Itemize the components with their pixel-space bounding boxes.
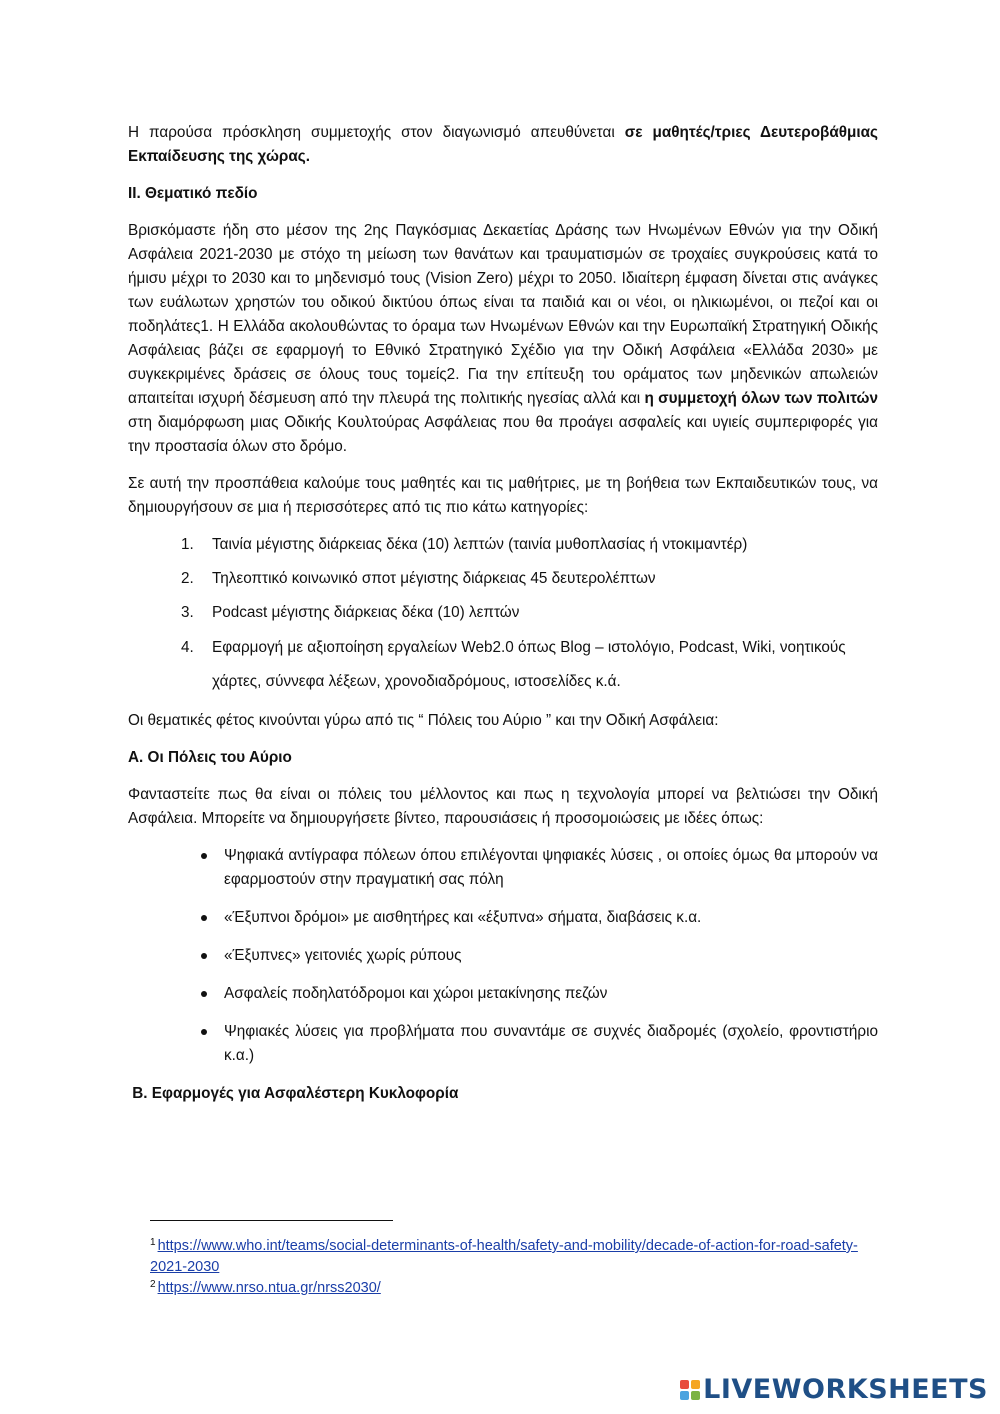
categories-list — [128, 533, 878, 699]
intro-paragraph: Η παρούσα πρόσκληση συμμετοχής στον διαγωνισμό απευθύνεται σε μαθητές/τριες Δευτεροβάθμιας Εκπαίδευσης της χώρας. — [128, 124, 879, 165]
liveworksheets-logo-icon — [680, 1380, 700, 1400]
footnote-2-link[interactable]: https://www.nrso.ntua.gr/nrss2030/ — [157, 1280, 381, 1296]
list-item: «Έξυπνοι δρόμοι» με αισθητήρες και «έξυπνα» σήματα, διαβάσεις κ.α. — [128, 906, 878, 930]
list-item: «Έξυπνες» γειτονιές χωρίς ρύπους — [128, 944, 878, 968]
list-item: Ασφαλείς ποδηλατόδρομοι και χώροι μετακίνησης πεζών — [128, 982, 878, 1006]
footnote-1: $^1$ https://www.who.int/teams/social-determinants-of-health/safety-and-mobility/decade-of-action-for-road-safety-2021-2030 — [150, 1237, 858, 1275]
list-item: Ψηφιακές λύσεις για προβλήματα που συναντάμε σε συχνές διαδρομές (σχολείο, φροντιστήριο κ.α.) — [128, 1020, 878, 1068]
intro-bold: σε μαθητές/τριες Δευτεροβάθμιας Εκπαίδευσης της χώρας. — [128, 124, 879, 165]
bullet-icon — [201, 991, 207, 997]
list-item: Ψηφιακά αντίγραφα πόλεων όπου επιλέγονται ψηφιακές λύσεις , οι οποίες όμως θα μπορούν να εφαρμοστούν στην πραγματική σας πόλη — [128, 844, 878, 892]
footnote-2: $^2$ https://www.nrso.ntua.gr/nrss2030/ — [150, 1279, 381, 1296]
section-a-heading: Α. Οι Πόλεις του Αύριο — [128, 749, 292, 766]
bullet-icon — [201, 853, 207, 859]
footnote-divider — [150, 1220, 393, 1221]
list-item: 2. Τηλεοπτικό κοινωνικό σποτ μέγιστης διάρκειας 45 δευτερολέπτων — [181, 570, 656, 587]
ideas-list — [128, 844, 878, 1068]
liveworksheets-watermark — [680, 1374, 988, 1405]
footnote-1-link[interactable]: https://www.who.int/teams/social-determinants-of-health/safety-and-mobility/decade-of-action-for-road-safety-2021-2030 — [150, 1238, 858, 1275]
list-item: 4. Εφαρμογή με αξιοποίηση εργαλείων Web2.0 όπως Blog – ιστολόγιο, Podcast, Wiki, νοητικούς χάρτες, σύννεφα λέξεων, χρονοδιαδρόμους, ιστοσελίδες κ.ά. — [181, 639, 846, 690]
themes-intro: Οι θεματικές φέτος κινούνται γύρω από τις “ Πόλεις του Αύριο ” και την Οδική Ασφάλεια: — [128, 712, 719, 729]
list-item: 1. Ταινία μέγιστης διάρκειας δέκα (10) λεπτών (ταινία μυθοπλασίας ή ντοκιμαντέρ) — [181, 536, 748, 553]
section-a-paragraph: Φανταστείτε πως θα είναι οι πόλεις του μέλλοντος και πως η τεχνολογία μπορεί να βελτιώσει την Οδική Ασφάλεια. Μπορείτε να δημιουργήσετε βίντεο, παρουσιάσεις ή προσομοιώσεις με ιδέες όπως: — [128, 786, 878, 827]
invitation-paragraph: Σε αυτή την προσπάθεια καλούμε τους μαθητές και τις μαθήτριες, με τη βοήθεια των Εκπαιδευτικών τους, να δημιουργήσουν σε μια ή περισσότερες από τις πιο κάτω κατηγορίες: — [128, 475, 878, 516]
section-b-heading: Β. Εφαρμογές για Ασφαλέστερη Κυκλοφορία — [128, 1085, 459, 1102]
bullet-icon — [201, 953, 207, 959]
section-2-paragraph: Βρισκόμαστε ήδη στο μέσον της 2ης Παγκόσμιας Δεκαετίας Δράσης των Ηνωμένων Εθνών για την Οδική Ασφάλεια 2021-2030 με στόχο τη μείωση των θανάτων και τραυματισμών σε τροχαίες συγκρούσεις κατά το ήμισυ μέχρι το 2030 και το μηδενισμό τους (Vision Zero) μέχρι το 2050. Ιδιαίτερη έμφαση δίνεται στις ανάγκες των ευάλωτων χρηστών του οδικού δικτύου όπως είναι τα παιδιά και οι νέοι, οι ηλικιωμένοι, οι πεζοί και οι ποδηλάτες1. Η Ελλάδα ακολουθώντας το όραμα των Ηνωμένων Εθνών και την Ευρωπαϊκή Στρατηγική Οδικής Ασφάλειας βάζει σε εφαρμογή το Εθνικό Στρατηγικό Σχέδιο για την Οδική Ασφάλεια «Ελλάδα 2030» με συγκεκριμένες δράσεις σε όλους τους τομείς2. Για την επίτευξη του οράματος των μηδενικών απωλειών απαιτείται ισχυρή δέσμευση από την πλευρά της πολιτικής ηγεσίας αλλά και η συμμετοχή όλων των πολιτών στη διαμόρφωση μιας Οδικής Κουλτούρας Ασφάλειας που θα προάγει ασφαλείς και υγιείς συμπεριφορές για την προστασία όλων στο δρόμο. — [128, 222, 878, 455]
bullet-icon — [201, 915, 207, 921]
watermark-text: LIVEWORKSHEETS — [703, 1374, 988, 1405]
section-2-heading: ΙΙ. Θεματικό πεδίο — [128, 185, 258, 202]
list-item: 3. Podcast μέγιστης διάρκειας δέκα (10) λεπτών — [181, 604, 520, 621]
bullet-icon — [201, 1029, 207, 1035]
document-body — [128, 121, 878, 1119]
